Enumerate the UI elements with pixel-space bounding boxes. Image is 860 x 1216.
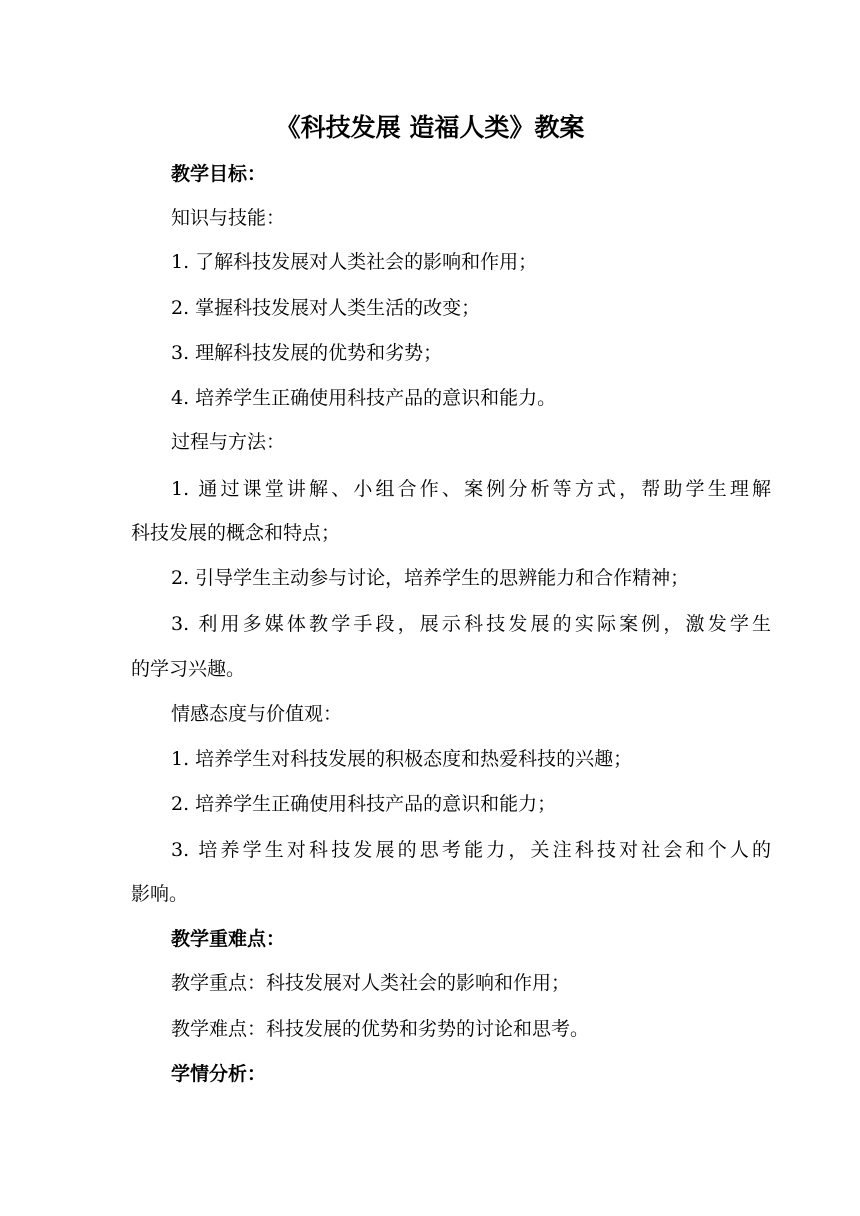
process-label: 过程与方法： bbox=[171, 431, 286, 453]
document-title: 《科技发展 造福人类》教案 bbox=[275, 113, 585, 142]
teaching-difficulty: 教学难点：科技发展的优势和劣势的讨论和思考。 bbox=[171, 1018, 590, 1040]
knowledge-label: 知识与技能： bbox=[171, 207, 286, 229]
process-item-3-line-1: 3. 利用多媒体教学手段，展示科技发展的实际案例，激发学生 bbox=[171, 613, 771, 635]
key-points-heading: 教学重难点： bbox=[171, 928, 286, 950]
attitude-item-3-line-1: 3. 培养学生对科技发展的思考能力，关注科技对社会和个人的 bbox=[171, 839, 771, 861]
analysis-heading: 学情分析： bbox=[171, 1063, 267, 1085]
attitude-item-2: 2. 培养学生正确使用科技产品的意识和能力； bbox=[171, 793, 557, 815]
knowledge-item-4: 4. 培养学生正确使用科技产品的意识和能力。 bbox=[171, 387, 557, 409]
attitude-item-1: 1. 培养学生对科技发展的积极态度和热爱科技的兴趣； bbox=[171, 748, 633, 770]
process-item-2: 2. 引导学生主动参与讨论，培养学生的思辨能力和合作精神； bbox=[171, 567, 690, 589]
knowledge-item-2: 2. 掌握科技发展对人类生活的改变； bbox=[171, 297, 481, 319]
objectives-heading: 教学目标： bbox=[171, 163, 267, 185]
process-item-1-line-1: 1. 通过课堂讲解、小组合作、案例分析等方式，帮助学生理解 bbox=[171, 478, 771, 500]
teaching-focus: 教学重点：科技发展对人类社会的影响和作用； bbox=[171, 972, 571, 994]
knowledge-item-1: 1. 了解科技发展对人类社会的影响和作用； bbox=[171, 251, 538, 273]
process-item-1-line-2: 科技发展的概念和特点； bbox=[131, 522, 341, 544]
attitude-label: 情感态度与价值观： bbox=[171, 703, 343, 725]
process-item-3-line-2: 的学习兴趣。 bbox=[131, 658, 246, 680]
knowledge-item-3: 3. 理解科技发展的优势和劣势； bbox=[171, 342, 443, 364]
attitude-item-3-line-2: 影响。 bbox=[131, 883, 189, 905]
